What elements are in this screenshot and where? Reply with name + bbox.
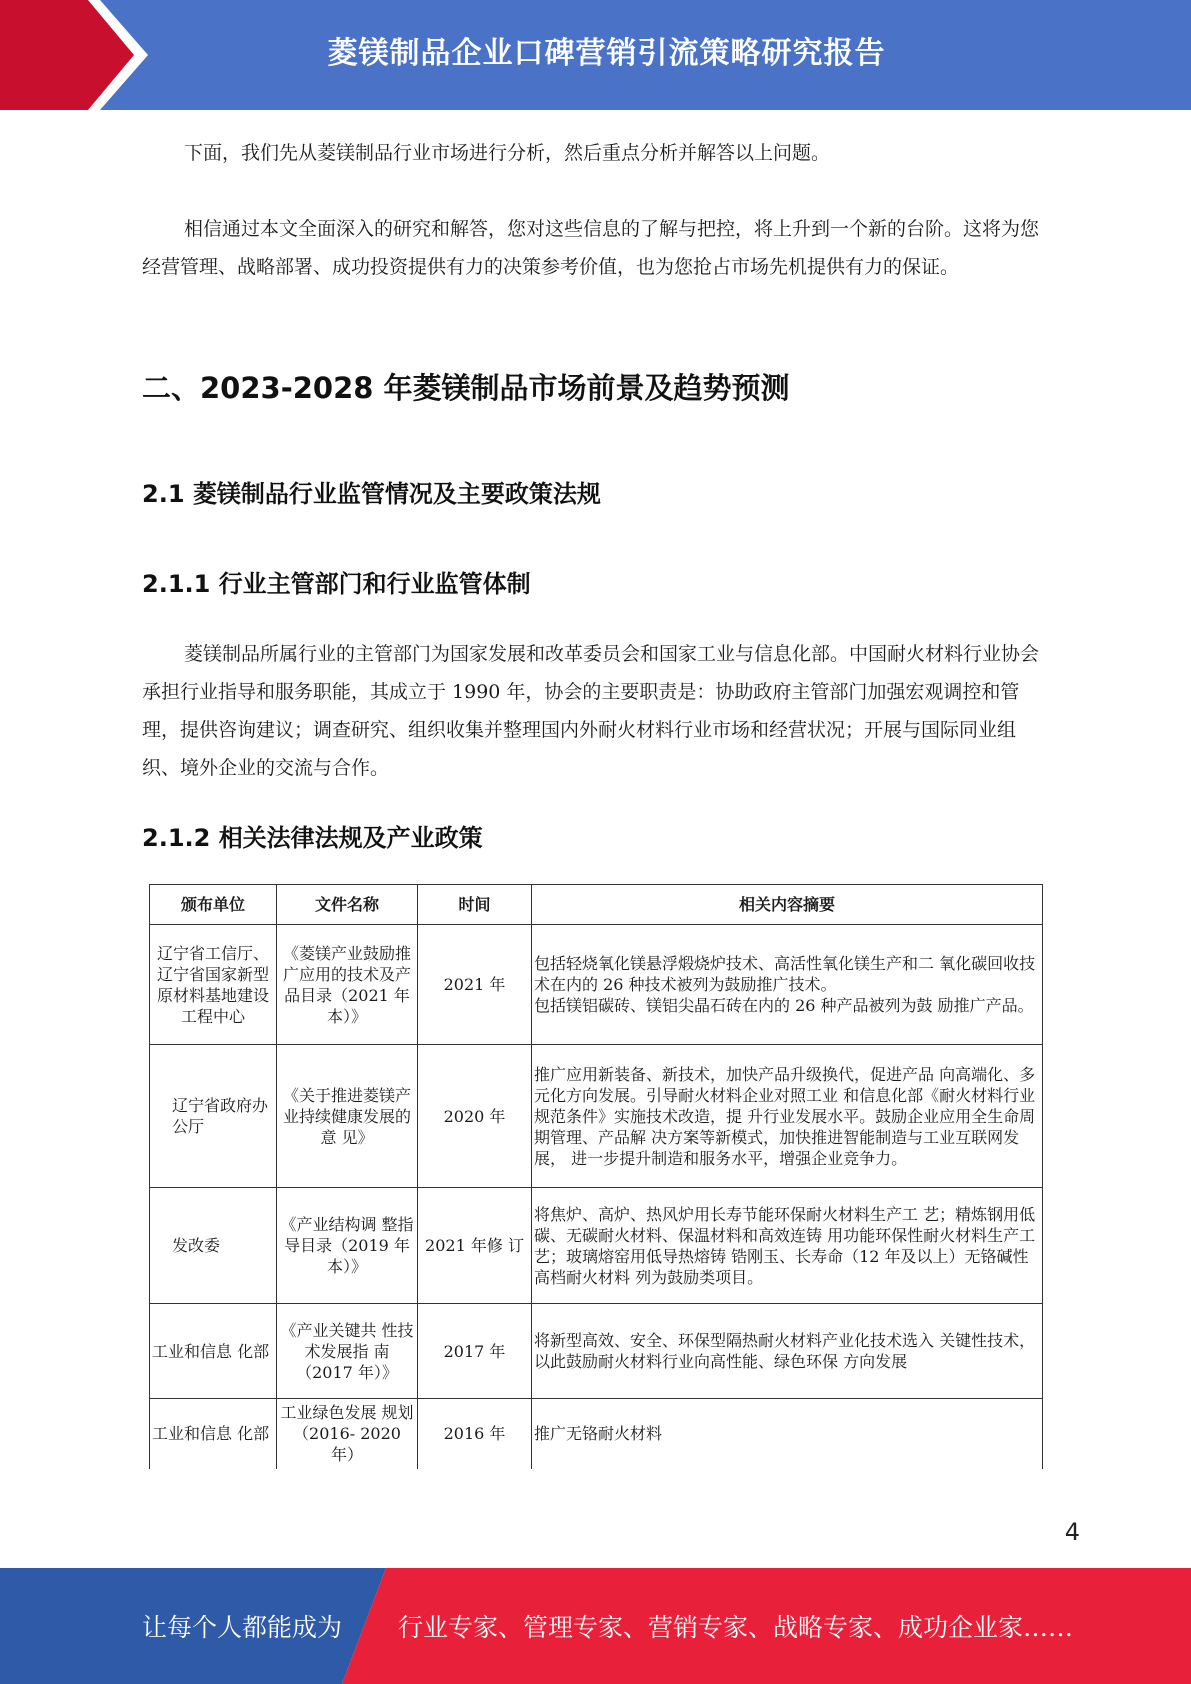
cell-summary: 推广无铬耐火材料 xyxy=(532,1399,1043,1469)
cell-document: 《菱镁产业鼓励推广应用的技术及产品目录（2021 年本）》 xyxy=(277,925,418,1045)
cell-issuer: 工业和信息 化部 xyxy=(150,1399,277,1469)
cell-document: 工业绿色发展 规划（2016- 2020 年） xyxy=(277,1399,418,1469)
cell-summary-line: 包括轻烧氧化镁悬浮煅烧炉技术、高活性氧化镁生产和二 氧化碳回收技术在内的 26 种技术被列为鼓励推广技术。 xyxy=(534,954,1036,994)
subsection-2-1-1-title: 2.1.1 行业主管部门和行业监管体制 xyxy=(142,570,531,598)
cell-document: 《产业结构调 整指导目录（2019 年本）》 xyxy=(277,1188,418,1304)
table-row xyxy=(150,925,1043,1045)
header-date: 时间 xyxy=(418,885,532,925)
cell-summary: 将新型高效、安全、环保型隔热耐火材料产业化技术选入 关键性技术，以此鼓励耐火材料行业向高性能、绿色环保 方向发展 xyxy=(532,1304,1043,1399)
intro-paragraph-2: 相信通过本文全面深入的研究和解答，您对这些信息的了解与把控，将上升到一个新的台阶。这将为您经营管理、战略部署、成功投资提供有力的决策参考价值，也为您抢占市场先机提供有力的保证。 xyxy=(142,218,1040,278)
page-header xyxy=(0,0,1191,110)
cell-date: 2017 年 xyxy=(418,1304,532,1399)
footer-slogan-right: 行业专家、管理专家、营销专家、战略专家、成功企业家…… xyxy=(398,1613,1074,1642)
header-document: 文件名称 xyxy=(277,885,418,925)
table-row xyxy=(150,1045,1043,1188)
subsection-2-1-2-title: 2.1.2 相关法律法规及产业政策 xyxy=(142,824,483,852)
cell-date: 2020 年 xyxy=(418,1045,532,1188)
cell-date: 2021 年修 订 xyxy=(418,1188,532,1304)
section-title: 二、2023-2028 年菱镁制品市场前景及趋势预测 xyxy=(142,371,790,405)
subsection-2-1-title: 2.1 菱镁制品行业监管情况及主要政策法规 xyxy=(142,480,601,508)
subsection-2-1-1-paragraph: 菱镁制品所属行业的主管部门为国家发展和改革委员会和国家工业与信息化部。中国耐火材料行业协会承担行业指导和服务职能，其成立于 1990 年，协会的主要职责是：协助政府主管部门加强宏观调控和管理，提供咨询建议；调查研究、组织收集并整理国内外耐火材料行业市场和经营状况；开展与国际同业组织、境外企业的交流与合作。 xyxy=(142,643,1040,779)
cell-summary-line: 包括镁铝碳砖、镁铝尖晶石砖在内的 26 种产品被列为鼓 励推广产品。 xyxy=(534,996,1034,1015)
cell-issuer: 辽宁省政府办公厅 xyxy=(150,1045,277,1188)
cell-summary: 推广应用新装备、新技术，加快产品升级换代，促进产品 向高端化、多元化方向发展。引导耐火材料企业对照工业 和信息化部《耐火材料行业规范条件》实施技术改造，提 升行业发展水平。鼓励企业应用全生命周期管理、产品解 决方案等新模式，加快推进智能制造与工业互联网发展， 进一步提升制造和服务水平，增强企业竞争力。 xyxy=(532,1045,1043,1188)
table-row xyxy=(150,1304,1043,1399)
cell-document: 《产业关键共 性技术发展指 南（2017 年）》 xyxy=(277,1304,418,1399)
cell-date: 2016 年 xyxy=(418,1399,532,1469)
table-row xyxy=(150,1399,1043,1469)
cell-issuer: 工业和信息 化部 xyxy=(150,1304,277,1399)
cell-date: 2021 年 xyxy=(418,925,532,1045)
cell-summary: 将焦炉、高炉、热风炉用长寿节能环保耐火材料生产工 艺；精炼钢用低碳、无碳耐火材料、保温材料和高效连铸 用功能环保性耐火材料生产工艺；玻璃熔窑用低导热熔铸 锆刚玉、长寿命（12 年及以上）无铬碱性高档耐火材料 列为鼓励类项目。 xyxy=(532,1188,1043,1304)
header-issuer: 颁布单位 xyxy=(150,885,277,925)
header-title: 菱镁制品企业口碑营销引流策略研究报告 xyxy=(327,36,886,71)
page-number: 4 xyxy=(1064,1518,1080,1546)
policy-table xyxy=(149,884,1043,1469)
page-footer xyxy=(0,1568,1191,1684)
cell-issuer: 辽宁省工信厅、辽宁省国家新型原材料基地建设工程中心 xyxy=(150,925,277,1045)
footer-slogan-left: 让每个人都能成为 xyxy=(142,1613,343,1642)
header-summary: 相关内容摘要 xyxy=(532,885,1043,925)
cell-issuer: 发改委 xyxy=(150,1188,277,1304)
table-header-row xyxy=(150,885,1043,925)
table-row xyxy=(150,1188,1043,1304)
intro-paragraph-1: 下面，我们先从菱镁制品行业市场进行分析，然后重点分析并解答以上问题。 xyxy=(184,142,831,164)
cell-document: 《关于推进菱镁产业持续健康发展的意 见》 xyxy=(277,1045,418,1188)
cell-summary xyxy=(532,925,1043,1045)
